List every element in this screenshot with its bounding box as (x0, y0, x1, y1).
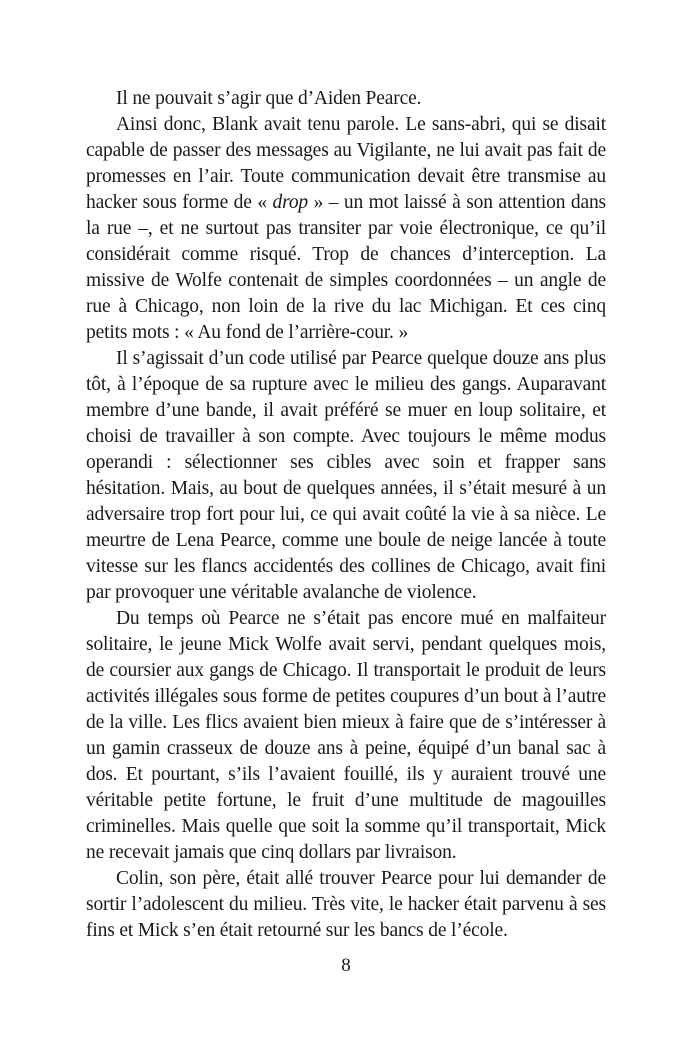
italic-word: drop (272, 192, 309, 213)
paragraph-1: Il ne pouvait s’agir que d’Aiden Pearce. (116, 88, 422, 109)
paragraph-4: Du temps où Pearce ne s’était pas encore mué en malfaiteur solitaire, le jeune Mick Wolfe avait servi, pendant quelques mois, de coursier aux gangs de Chicago. Il transportait le produit de leurs activités illégales sous forme de petites coupures d’un bout à l’autre de la ville. Les flics avaient bien mieux à faire que de s’intéresser à un gamin crasseux de douze ans à peine, équipé d’un banal sac à dos. Et pourtant, s’ils l’avaient fouillé, ils y auraient trouvé une véritable petite fortune, le fruit d’une multitude de magouilles criminelles. Mais quelle que soit la somme qu’il transportait, Mick ne recevait jamais que cinq dollars par livraison. (86, 608, 606, 863)
page-number: 8 (341, 955, 351, 976)
paragraph-3: Il s’agissait d’un code utilisé par Pearce quelque douze ans plus tôt, à l’époque de sa rupture avec le milieu des gangs. Auparavant membre d’une bande, il avait préféré se muer en loup solitaire, et choisi de travailler à son compte. Avec toujours le même modus operandi : sélectionner ses cibles avec soin et frapper sans hésitation. Mais, au bout de quelques années, il s’était mesuré à un adversaire trop fort pour lui, ce qui avait coûté la vie à sa nièce. Le meurtre de Lena Pearce, comme une boule de neige lancée à toute vitesse sur les flancs accidentés des collines de Chicago, avait fini par provoquer une véritable avalanche de violence. (86, 348, 606, 603)
paragraph-2: Ainsi donc, Blank avait tenu parole. Le sans-abri, qui se disait capable de passer des messages au Vigilante, ne lui avait pas fait de promesses en l’air. Toute communication devait être transmise au hacker sous forme de « drop » – un mot laissé à son attention dans la rue –, et ne surtout pas transiter par voie électronique, ce qu’il considérait comme risqué. Trop de chances d’interception. La missive de Wolfe contenait de simples coordonnées – un angle de rue à Chicago, non loin de la rive du lac Michigan. Et ces cinq petits mots : « Au fond de l’arrière-cour. » (86, 114, 607, 343)
body-text (86, 86, 606, 944)
paragraph-5: Colin, son père, était allé trouver Pearce pour lui demander de sortir l’adolescent du milieu. Très vite, le hacker était parvenu à ses fins et Mick s’en était retourné sur les bancs de l’école. (86, 868, 606, 941)
